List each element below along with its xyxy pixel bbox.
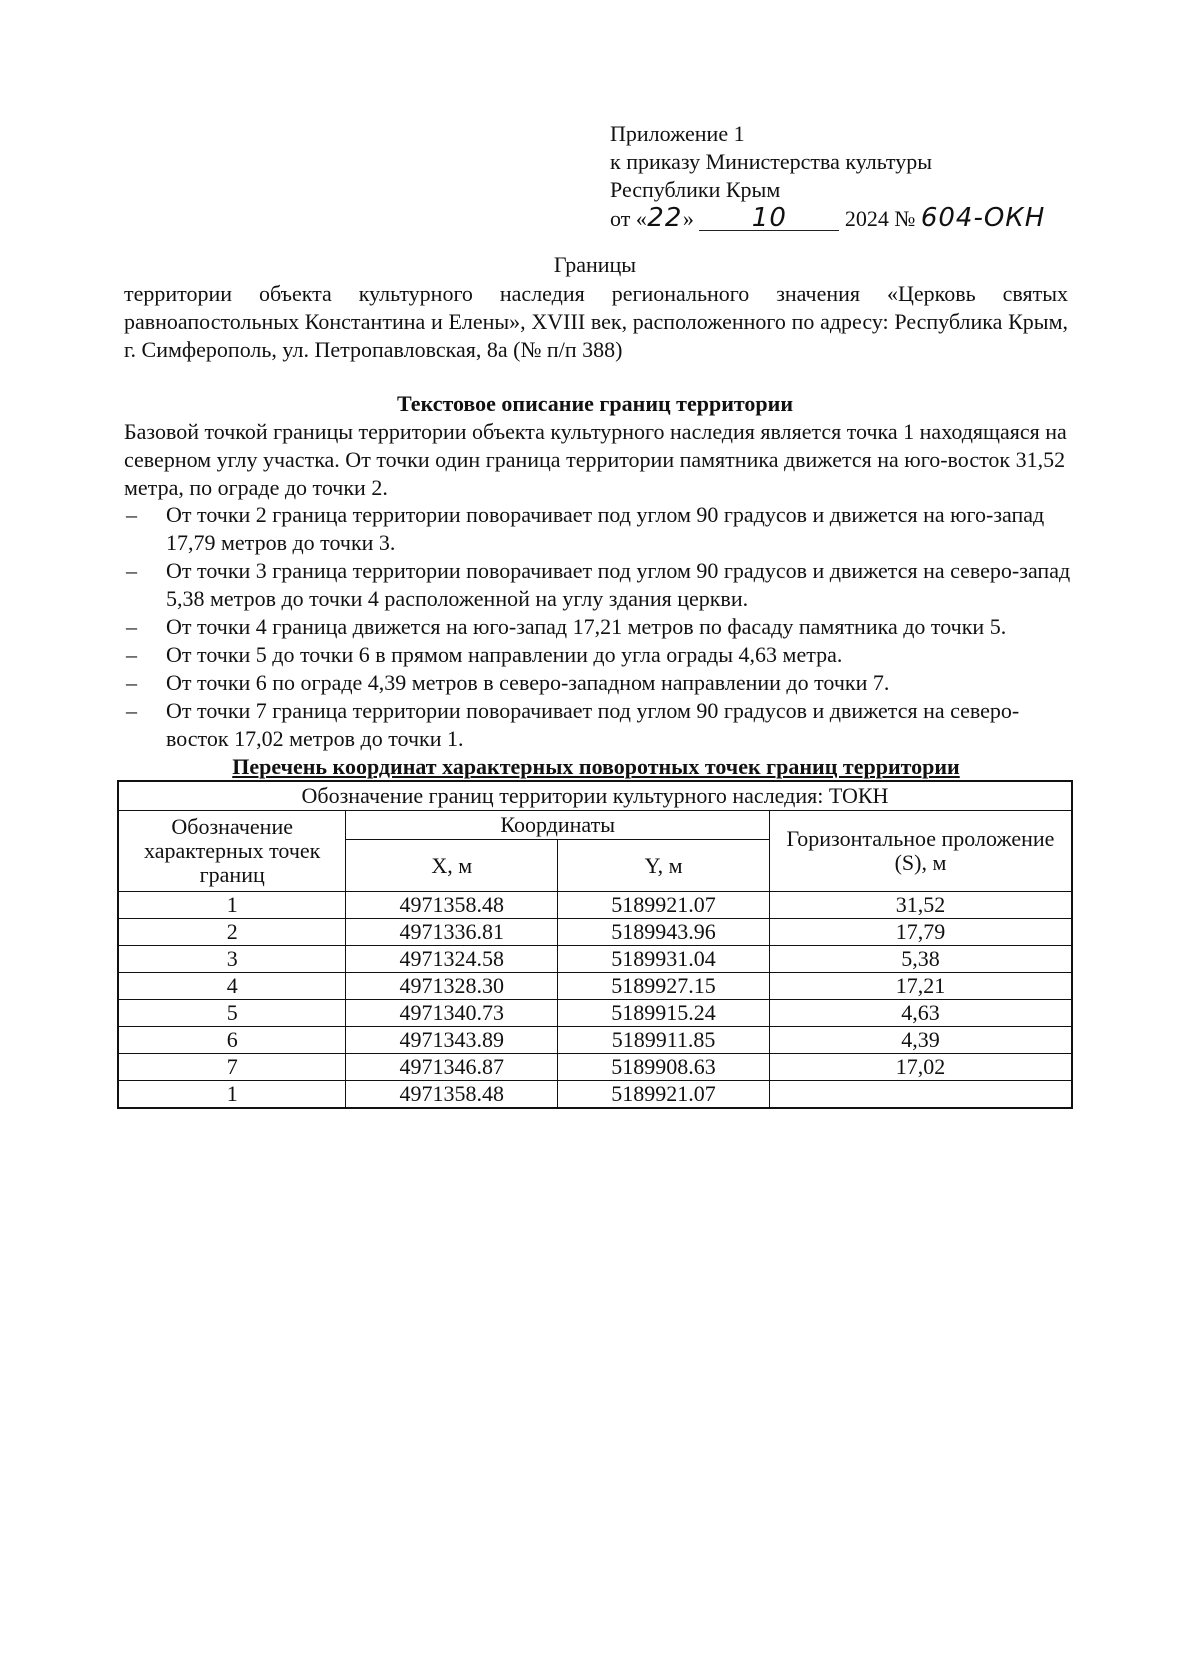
header-coordinates: Координаты	[346, 811, 770, 840]
cell-x: 4971324.58	[346, 946, 558, 973]
boundary-steps-list	[124, 501, 1084, 753]
cell-x: 4971358.48	[346, 892, 558, 919]
date-day-close: »	[682, 206, 694, 231]
table-row	[118, 1054, 1072, 1081]
cell-point: 7	[118, 1054, 346, 1081]
table-title: Перечень координат характерных поворотных точек границ территории	[232, 754, 960, 779]
table-row	[118, 892, 1072, 919]
cell-y: 5189921.07	[558, 892, 770, 919]
table-row	[118, 1081, 1072, 1109]
cell-x: 4971343.89	[346, 1027, 558, 1054]
cell-y: 5189931.04	[558, 946, 770, 973]
cell-x: 4971346.87	[346, 1054, 558, 1081]
cell-point: 6	[118, 1027, 346, 1054]
table-row	[118, 1000, 1072, 1027]
cell-point: 1	[118, 892, 346, 919]
cell-point: 3	[118, 946, 346, 973]
list-item: – От точки 7 граница территории поворачивает под углом 90 градусов и движется на северо-восток 17,02 метров до точки 1.	[124, 697, 1076, 753]
cell-point: 5	[118, 1000, 346, 1027]
handwritten-order-number: 604-ОКН	[920, 203, 1046, 233]
document-title: Границы	[553, 252, 637, 277]
table-header-row	[118, 811, 1072, 840]
cell-point: 4	[118, 973, 346, 1000]
date-year: 2024 №	[844, 206, 916, 231]
table-caption-row	[118, 781, 1072, 811]
list-item: – От точки 5 до точки 6 в прямом направлении до угла ограды 4,63 метра.	[124, 641, 1076, 669]
header-distance: Горизонтальное проложение (S), м	[769, 811, 1072, 892]
cell-y: 5189908.63	[558, 1054, 770, 1081]
cell-s	[769, 1081, 1072, 1109]
cell-s: 5,38	[769, 946, 1072, 973]
list-item: – От точки 6 по ограде 4,39 метров в северо-западном направлении до точки 7.	[124, 669, 1076, 697]
appendix-order-ref: к приказу Министерства культуры	[610, 149, 933, 174]
table-row	[118, 973, 1072, 1000]
appendix-label: Приложение 1	[610, 121, 745, 146]
table-row	[118, 946, 1072, 973]
cell-x: 4971336.81	[346, 919, 558, 946]
cell-y: 5189911.85	[558, 1027, 770, 1054]
cell-x: 4971328.30	[346, 973, 558, 1000]
header-y: Y, м	[558, 840, 770, 892]
cell-s: 17,79	[769, 919, 1072, 946]
appendix-republic: Республики Крым	[610, 177, 781, 202]
cell-point: 2	[118, 919, 346, 946]
cell-y: 5189943.96	[558, 919, 770, 946]
header-point: Обозначение характерных точек границ	[118, 811, 346, 892]
date-prefix: от «	[610, 206, 647, 231]
intro-paragraph: Базовой точкой границы территории объекта культурного наследия является точка 1 находящаяся на северном углу участка. От точки один граница территории памятника движется на юго-восток 31,52 метра, по ограде до точки 2.	[124, 419, 1067, 500]
cell-x: 4971340.73	[346, 1000, 558, 1027]
list-item: – От точки 4 граница движется на юго-запад 17,21 метров по фасаду памятника до точки 5.	[124, 613, 1076, 641]
cell-s: 4,63	[769, 1000, 1072, 1027]
cell-s: 17,21	[769, 973, 1072, 1000]
appendix-block	[610, 120, 1061, 233]
cell-x: 4971358.48	[346, 1081, 558, 1109]
coordinates-table	[117, 780, 1073, 1109]
cell-s: 31,52	[769, 892, 1072, 919]
cell-point: 1	[118, 1081, 346, 1109]
list-item: – От точки 2 граница территории поворачивает под углом 90 градусов и движется на юго-запад 17,79 метров до точки 3.	[124, 501, 1076, 557]
table-caption: Обозначение границ территории культурного наследия: ТОКН	[118, 781, 1072, 811]
section-heading: Текстовое описание границ территории	[396, 391, 794, 416]
appendix-date-line	[610, 204, 1061, 233]
cell-y: 5189921.07	[558, 1081, 770, 1109]
document-subject: территории объекта культурного наследия регионального значения «Церковь святых равноапостольных Константина и Елены», XVIII век, расположенного по адресу: Республика Крым, г. Симферополь, ул. Петропавловская, 8а (№ п/п 388)	[124, 281, 1068, 362]
table-row	[118, 919, 1072, 946]
header-x: X, м	[346, 840, 558, 892]
list-item: – От точки 3 граница территории поворачивает под углом 90 градусов и движется на северо-запад 5,38 метров до точки 4 расположенной на углу здания церкви.	[124, 557, 1076, 613]
cell-y: 5189915.24	[558, 1000, 770, 1027]
cell-s: 17,02	[769, 1054, 1072, 1081]
cell-s: 4,39	[769, 1027, 1072, 1054]
handwritten-month: 10	[699, 206, 839, 231]
handwritten-day: 22	[647, 203, 683, 233]
table-row	[118, 1027, 1072, 1054]
cell-y: 5189927.15	[558, 973, 770, 1000]
